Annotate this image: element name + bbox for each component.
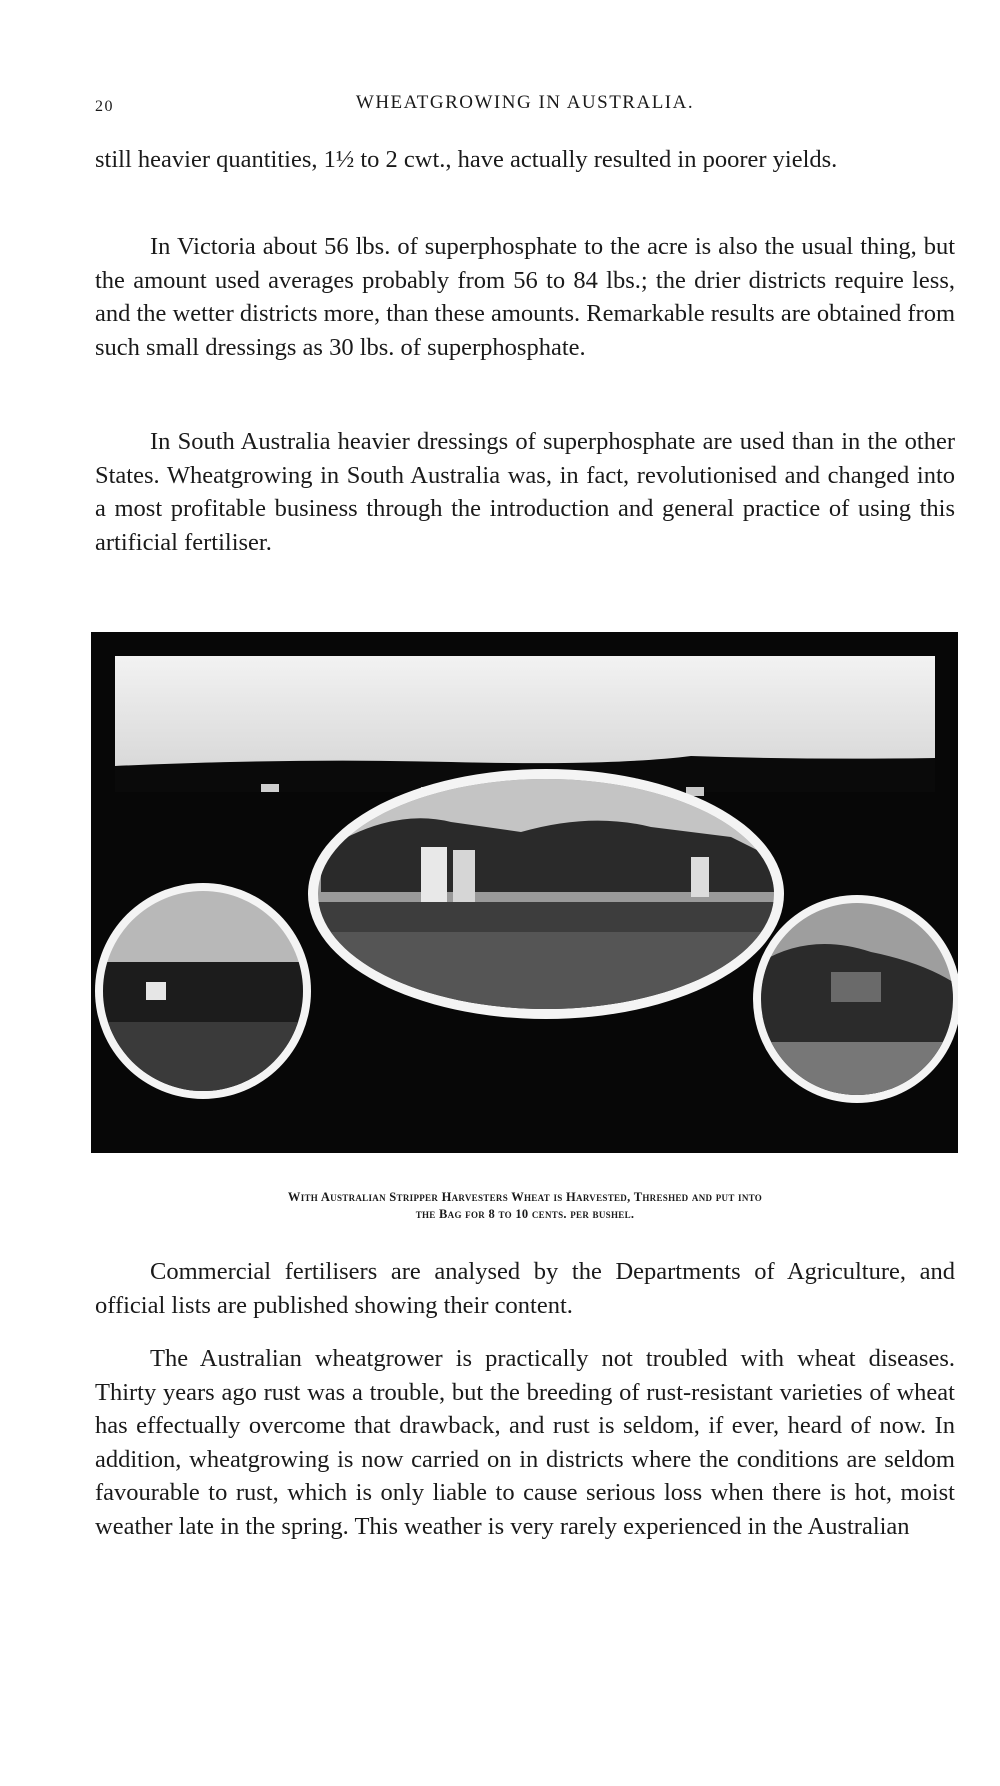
page-header [95, 92, 955, 122]
sky-area [115, 656, 935, 766]
caption-line-1: With Australian Stripper Harvesters Wheat is Harvested, Threshed and put into [287, 1190, 763, 1204]
distant-machine-1 [261, 784, 279, 792]
paragraph-south-australia: In South Australia heavier dressings of superphosphate are used than in the other States. Wheatgrowing in South Australia was, in fact, revolutionised and changed into a most profitable business through the introduction and general practice of using this artificial fertiliser. [95, 428, 955, 556]
running-title: WHEATGROWING IN AUSTRALIA. [355, 92, 695, 113]
page-number: 20 [95, 98, 114, 115]
paragraph-commercial-fertilisers: Commercial fertilisers are analysed by the Departments of Agriculture, and official lists are published showing their content. [95, 1258, 955, 1319]
paragraph-victoria: In Victoria about 56 lbs. of superphosphate to the acre is also the usual thing, but the amount used averages probably from 56 to 84 lbs.; the drier districts require less, and the wetter districts more, than these amounts. Remarkable results are obtained from such small dressings as 30 lbs. of superphosphate. [95, 233, 955, 361]
caption-line-2: the Bag for 8 to 10 cents. per bushel. [415, 1207, 635, 1221]
paragraph-wheat-diseases: The Australian wheatgrower is practically not troubled with wheat diseases. Thirty years ago rust was a trouble, but the breeding of rust-resistant varieties of wheat has effectually overcome that drawback, and rust is seldom, if ever, heard of now. In addition, wheatgrowing is now carried on in districts where the conditions are seldom favourable to rust, which is only liable to cause serious loss when there is hot, moist weather late in the spring. This weather is very rarely experienced in the Australian [95, 1345, 955, 1540]
photo-collage [91, 632, 958, 1153]
figure-caption [110, 1189, 940, 1223]
harvest-photograph [91, 632, 958, 1153]
paragraph-continuation: still heavier quantities, 1½ to 2 cwt., have actually resulted in poorer yields. [95, 146, 838, 173]
